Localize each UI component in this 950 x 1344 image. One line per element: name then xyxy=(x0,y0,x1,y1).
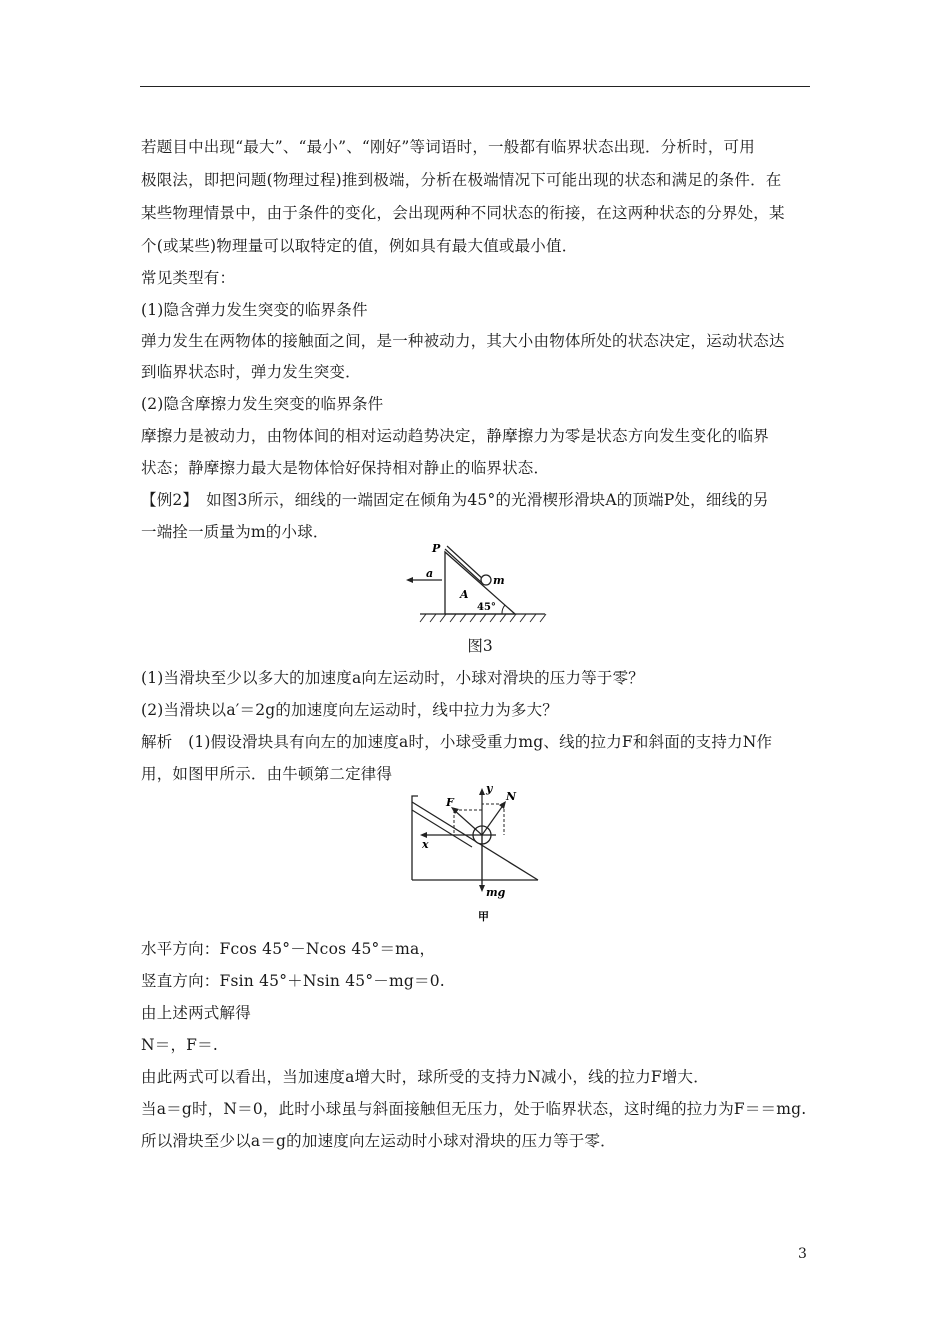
label-A: A xyxy=(460,588,469,601)
figure-3-wedge-diagram xyxy=(400,540,550,630)
solution-line: 用，如图甲所示．由牛顿第二定律得 xyxy=(141,765,393,783)
paragraph-line: 当a＝g时，N＝0，此时小球虽与斜面接触但无压力，处于临界状态，这时绳的拉力为F＝＝mg. xyxy=(141,1100,807,1118)
section-heading: (2)隐含摩擦力发生突变的临界条件 xyxy=(141,395,384,413)
equation-line: 水平方向：Fcos 45°－Ncos 45°＝ma， xyxy=(141,940,436,958)
equation-line: 竖直方向：Fsin 45°＋Nsin 45°－mg＝0. xyxy=(141,972,445,990)
paragraph-line: 若题目中出现“最大”、“最小”、“刚好”等词语时，一般都有临界状态出现．分析时，可用 xyxy=(141,138,755,156)
equation-line: N＝，F＝. xyxy=(141,1036,218,1054)
label-N: N xyxy=(506,790,517,803)
figure-jia-caption: 甲 xyxy=(478,910,489,923)
question-2: (2)当滑块以a′＝2g的加速度向左运动时，线中拉力为多大？ xyxy=(141,701,559,719)
label-F: F xyxy=(446,796,454,809)
label-m: m xyxy=(493,574,505,587)
figure-3-caption: 图3 xyxy=(467,637,493,655)
paragraph-line: 个(或某些)物理量可以取特定的值，例如具有最大值或最小值． xyxy=(141,237,578,255)
question-1: (1)当滑块至少以多大的加速度a向左运动时，小球对滑块的压力等于零？ xyxy=(141,669,644,687)
label-P: P xyxy=(432,542,441,555)
paragraph-line: 摩擦力是被动力，由物体间的相对运动趋势决定，静摩擦力为零是状态方向发生变化的临界 xyxy=(141,427,770,445)
label-x: x xyxy=(422,838,429,851)
paragraph-line: 状态；静摩擦力最大是物体恰好保持相对静止的临界状态． xyxy=(141,459,550,477)
label-angle: 45° xyxy=(477,602,496,613)
label-a: a xyxy=(426,567,434,580)
paragraph-line: 所以滑块至少以a＝g的加速度向左运动时小球对滑块的压力等于零． xyxy=(141,1132,616,1150)
paragraph-line: 由此两式可以看出，当加速度a增大时，球所受的支持力N减小，线的拉力F增大． xyxy=(141,1068,709,1086)
label-y: y xyxy=(486,782,493,795)
section-heading: (1)隐含弹力发生突变的临界条件 xyxy=(141,301,368,319)
paragraph-line: 到临界状态时，弹力发生突变． xyxy=(141,363,361,381)
figure-jia-force-diagram xyxy=(404,780,546,930)
example-heading: 【例2】 如图3所示，细线的一端固定在倾角为45°的光滑楔形滑块A的顶端P处，细线的另 xyxy=(141,491,769,509)
header-rule xyxy=(140,86,810,87)
page-number: 3 xyxy=(798,1246,807,1262)
paragraph-line: 常见类型有： xyxy=(141,269,236,287)
paragraph-line: 由上述两式解得 xyxy=(141,1004,251,1022)
paragraph-line: 弹力发生在两物体的接触面之间，是一种被动力，其大小由物体所处的状态决定，运动状态达 xyxy=(141,332,785,350)
paragraph-line: 一端拴一质量为m的小球． xyxy=(141,523,329,541)
label-mg: mg xyxy=(486,886,506,899)
solution-line: 解析 (1)假设滑块具有向左的加速度a时，小球受重力mg、线的拉力F和斜面的支持力N作 xyxy=(141,733,773,751)
paragraph-line: 极限法，即把问题(物理过程)推到极端，分析在极端情况下可能出现的状态和满足的条件．在 xyxy=(141,171,782,189)
paragraph-line: 某些物理情景中，由于条件的变化，会出现两种不同状态的衔接，在这两种状态的分界处，某 xyxy=(141,204,785,222)
